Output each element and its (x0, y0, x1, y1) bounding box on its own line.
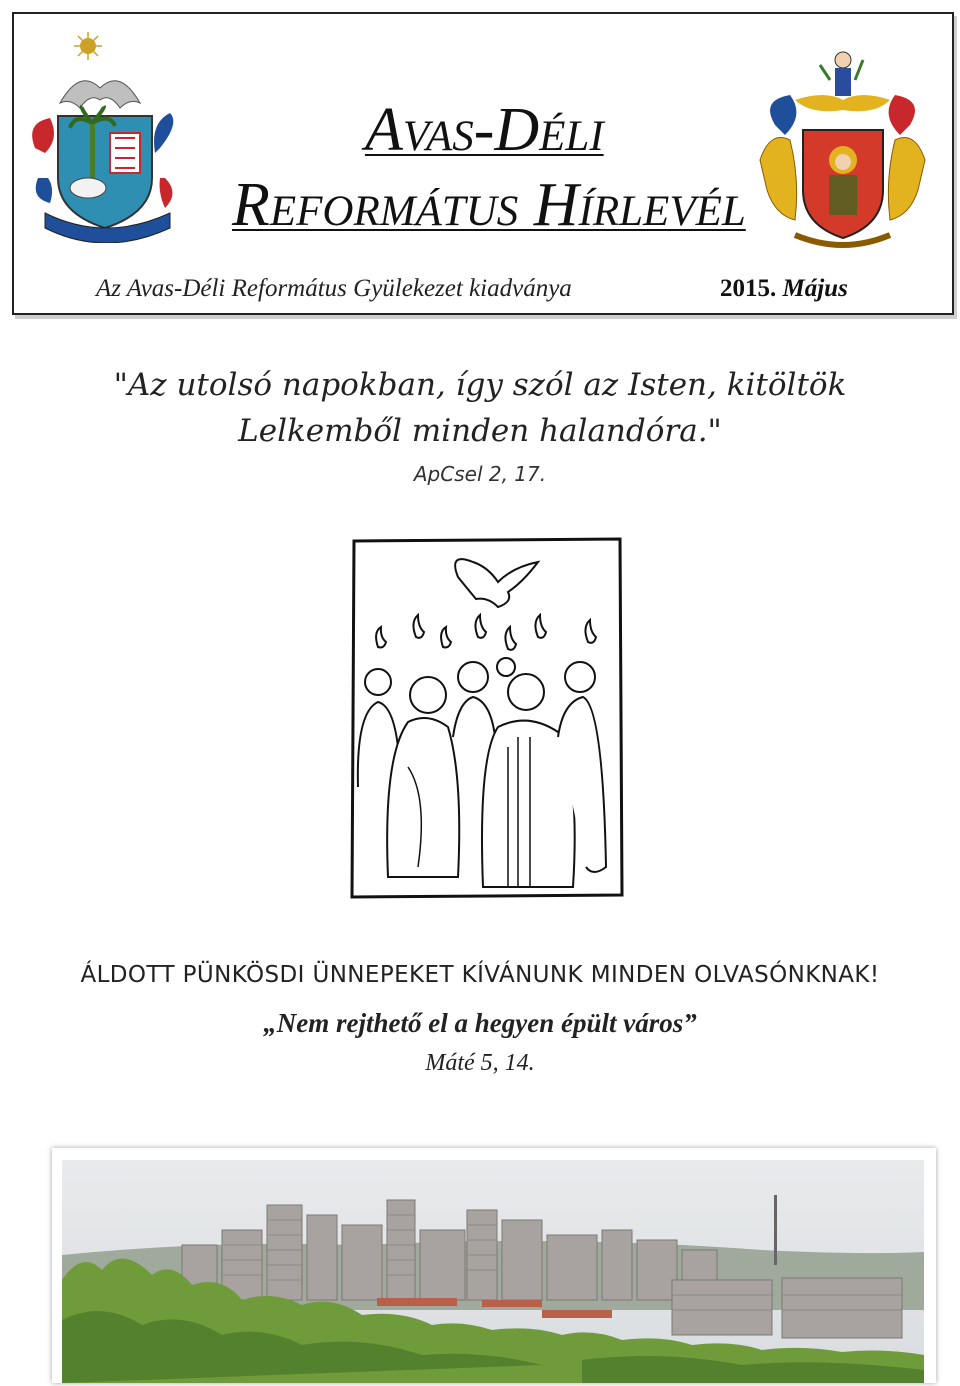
quote-reference: ApCsel 2, 17. (413, 462, 547, 486)
cityscape-photo-frame (52, 1148, 936, 1383)
city-crest-icon (755, 40, 930, 250)
issue-year: 2015. (720, 275, 777, 302)
cityscape-photo-icon (62, 1160, 924, 1383)
issue-date (720, 275, 848, 303)
scripture-verse: „Nem rejthető el a hegyen épült város” (263, 1008, 697, 1038)
newsletter-title-line2: Református Hírlevél (232, 171, 746, 239)
issue-month: Május (782, 275, 848, 302)
scripture-verse-reference: Máté 5, 14. (425, 1050, 535, 1076)
reformed-crest-icon (20, 28, 195, 243)
bible-quote (0, 362, 960, 486)
quote-line-1: "Az utolsó napokban, így szól az Isten, kitöltök (113, 367, 847, 403)
publisher-subtitle: Az Avas-Déli Református Gyülekezet kiadványa (96, 275, 572, 302)
quote-line-2: Lelkemből minden halandóra." (238, 413, 722, 449)
newsletter-title-line1: Avas-Déli (365, 96, 604, 164)
pentecost-illustration-icon (348, 537, 626, 899)
pentecost-greeting: ÁLDOTT PÜNKÖSDI ÜNNEPEKET KÍVÁNUNK MINDEN OLVASÓNKNAK! (80, 962, 880, 988)
